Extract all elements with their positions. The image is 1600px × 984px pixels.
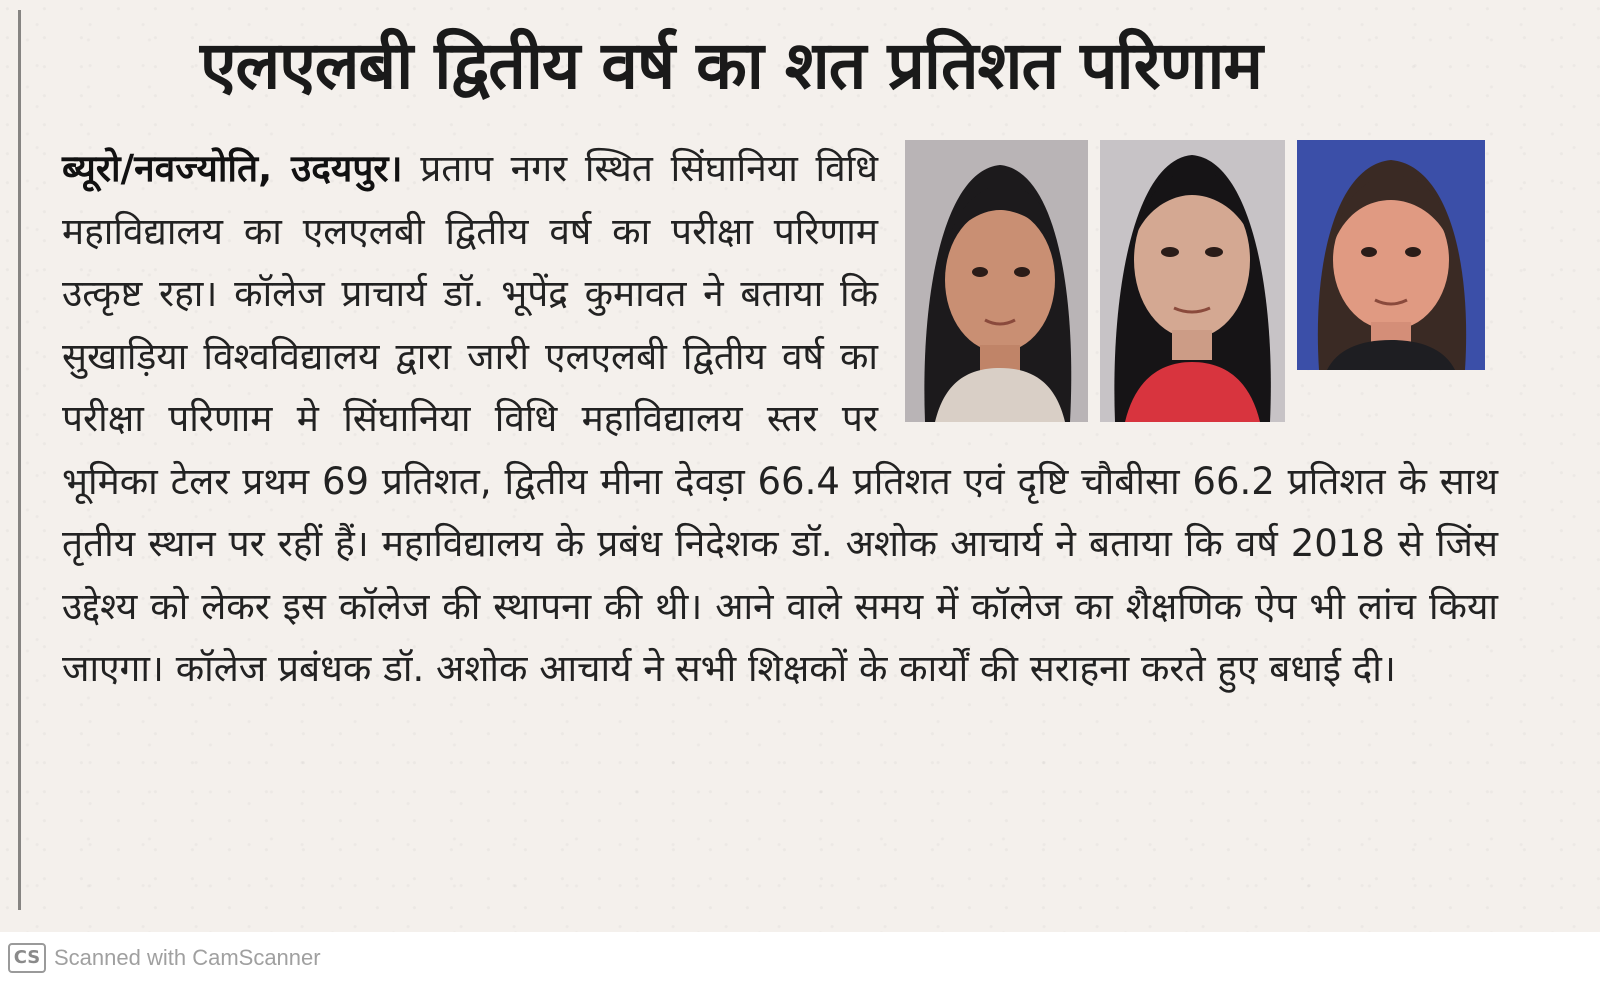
article-dateline: ब्यूरो/नवज्योति, उदयपुर। <box>62 147 403 190</box>
scanner-watermark: Scanned with CamScanner <box>54 945 321 970</box>
column-rule <box>18 10 21 910</box>
scanner-footer <box>0 932 1600 984</box>
photo-float-spacer <box>878 138 1498 450</box>
article-body <box>62 138 1498 701</box>
camscanner-logo-icon: CS <box>8 943 46 973</box>
article-headline: एलएलबी द्वितीय वर्ष का शत प्रतिशत परिणाम <box>200 27 1262 104</box>
article-body-text: प्रताप नगर स्थित सिंघानिया विधि महाविद्यालय का एलएलबी द्वितीय वर्ष का परीक्षा परिणाम उत्कृष्ट रहा। कॉलेज प्राचार्य डॉ. भूपेंद्र कुमावत ने बताया कि सुखाड़िया विश्वविद्यालय द्वारा जारी एलएलबी द्वितीय वर्ष का परीक्षा परिणाम मे सिंघानिया विधि महाविद्यालय स्तर पर भूमिका टेलर प्रथम 69 प्रतिशत, द्वितीय मीना देवड़ा 66.4 प्रतिशत एवं दृष्टि चौबीसा 66.2 प्रतिशत के साथ तृतीय स्थान पर रहीं हैं। महाविद्यालय के प्रबंध निदेशक डॉ. अशोक आचार्य ने बताया कि वर्ष 2018 से जिंस उद्देश्य को लेकर इस कॉलेज की स्थापना की थी। आने वाले समय में कॉलेज का शैक्षणिक ऐप भी लांच किया जाएगा। कॉलेज प्रबंधक डॉ. अशोक आचार्य ने सभी शिक्षकों के कार्यों की सराहना करते हुए बधाई दी। <box>62 147 1498 690</box>
